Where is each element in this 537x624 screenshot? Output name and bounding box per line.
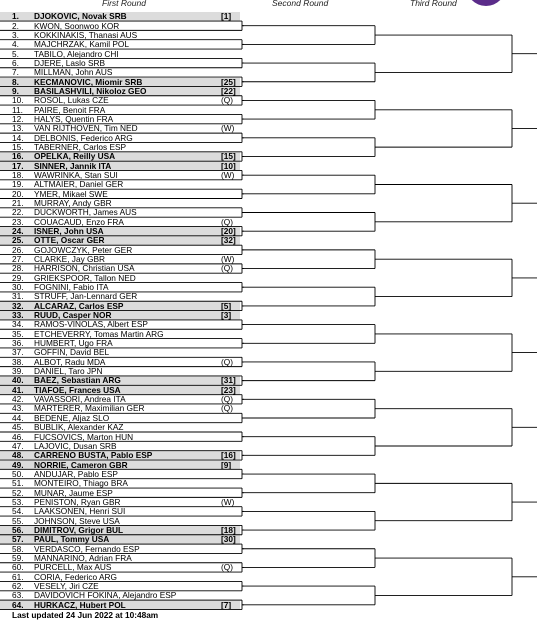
draw-position: 38. [12, 356, 24, 367]
player-seed: (Q) [221, 356, 233, 367]
player-name: ALBOT, Radu MDA [34, 356, 106, 367]
player-name: VAVASSORI, Andrea ITA [34, 394, 126, 405]
player-name: STRUFF, Jan-Lennard GER [34, 291, 138, 302]
draw-position: 59. [12, 552, 24, 563]
player-name: RUUD, Casper NOR [34, 310, 112, 321]
player-seed: (W) [221, 254, 235, 265]
draw-position: 15. [12, 141, 24, 152]
header-third-round: Third Round [410, 0, 457, 8]
player-seed: (Q) [221, 394, 233, 405]
draw-position: 10. [12, 95, 24, 106]
draw-position: 45. [12, 422, 24, 433]
player-seed: [31] [221, 375, 236, 386]
draw-position: 40. [12, 375, 24, 386]
draw-position: 39. [12, 366, 24, 377]
player-seed: [10] [221, 160, 236, 171]
draw-position: 33. [12, 310, 24, 321]
draw-position: 47. [12, 440, 24, 451]
draw-position: 16. [12, 151, 24, 162]
draw-position: 49. [12, 459, 24, 470]
player-name: CLARKE, Jay GBR [34, 254, 106, 265]
player-name: COUACAUD, Enzo FRA [34, 216, 124, 227]
player-name: TABERNER, Carlos ESP [34, 141, 127, 152]
draw-position: 55. [12, 515, 24, 526]
player-name: MANNARINO, Adrian FRA [34, 552, 132, 563]
player-seed: [9] [221, 459, 232, 470]
player-seed: [22] [221, 85, 236, 96]
draw-position: 27. [12, 254, 24, 265]
draw-position: 42. [12, 394, 24, 405]
player-name: CARRENO BUSTA, Pablo ESP [34, 450, 153, 461]
player-seed: (Q) [221, 263, 233, 274]
player-seed: [25] [221, 76, 236, 87]
player-seed: [5] [221, 300, 232, 311]
draw-position: 18. [12, 169, 24, 180]
draw-position: 43. [12, 403, 24, 414]
draw-position: 46. [12, 431, 24, 442]
player-name: RAMOS-VINOLAS, Albert ESP [34, 319, 148, 330]
draw-position: 26. [12, 244, 24, 255]
draw-position: 4. [12, 39, 19, 50]
last-updated: Last updated 24 Jun 2022 at 10:48am [12, 610, 159, 620]
draw-position: 64. [12, 599, 24, 610]
player-seed: (W) [221, 169, 235, 180]
draw-position: 32. [12, 300, 24, 311]
draw-position: 21. [12, 198, 24, 208]
player-name: ALTMAIER, Daniel GER [34, 179, 124, 190]
draw-position: 3. [12, 29, 19, 40]
player-name: DAVIDOVICH FOKINA, Alejandro ESP [34, 590, 177, 601]
player-name: JOHNSON, Steve USA [34, 515, 120, 526]
player-name: DELBONIS, Federico ARG [34, 132, 133, 143]
player-seed: [20] [221, 226, 236, 237]
player-name: MARTERER, Maximilian GER [34, 403, 145, 414]
player-name: MONTEIRO, Thiago BRA [34, 478, 128, 489]
player-seed: (W) [221, 496, 235, 507]
draw-position: 12. [12, 113, 24, 124]
player-name: DUCKWORTH, James AUS [34, 207, 137, 218]
player-name: DANIEL, Taro JPN [34, 366, 103, 377]
draw-position: 24. [12, 226, 24, 237]
player-name: FOGNINI, Fabio ITA [34, 282, 109, 293]
draw-position: 58. [12, 543, 24, 554]
player-name: NORRIE, Cameron GBR [34, 459, 128, 470]
player-name: MILLMAN, John AUS [34, 67, 113, 78]
player-seed: [32] [221, 235, 236, 246]
draw-position: 6. [12, 57, 19, 68]
player-name: ROSOL, Lukas CZE [34, 95, 109, 106]
player-name: GOJOWCZYK, Peter GER [34, 244, 133, 255]
player-name: KOKKINAKIS, Thanasi AUS [34, 29, 138, 40]
player-name: YMER, Mikael SWE [34, 188, 108, 199]
player-name: OTTE, Oscar GER [34, 235, 105, 246]
header-second-round: Second Round [272, 0, 329, 8]
player-name: BASILASHVILI, Nikoloz GEO [34, 85, 147, 96]
player-name: KECMANOVIC, Miomir SRB [34, 76, 143, 87]
player-name: DJERE, Laslo SRB [34, 57, 106, 68]
draw-position: 53. [12, 496, 24, 507]
draw-position: 41. [12, 384, 24, 395]
player-name: ALCARAZ, Carlos ESP [34, 300, 124, 311]
draw-position: 7. [12, 67, 19, 78]
player-name: GRIEKSPOOR, Tallon NED [34, 272, 136, 283]
draw-position: 63. [12, 590, 24, 601]
draw-position: 36. [12, 338, 24, 349]
draw-position: 17. [12, 160, 24, 171]
player-name: HALYS, Quentin FRA [34, 113, 114, 124]
player-seed: (Q) [221, 562, 233, 573]
draw-position: 2. [12, 20, 19, 31]
draw-position: 5. [12, 48, 19, 59]
player-name: ISNER, John USA [34, 226, 104, 237]
draw-position: 35. [12, 328, 24, 339]
player-name: OPELKA, Reilly USA [34, 151, 116, 162]
player-name: HUMBERT, Ugo FRA [34, 338, 113, 349]
player-name: PAUL, Tommy USA [34, 534, 110, 545]
player-name: DJOKOVIC, Novak SRB [34, 11, 127, 22]
player-name: SINNER, Jannik ITA [34, 160, 112, 171]
player-name: VAN RIJTHOVEN, Tim NED [34, 123, 138, 134]
draw-position: 19. [12, 179, 24, 190]
draw-position: 48. [12, 450, 24, 461]
player-name: BAEZ, Sebastian ARG [34, 375, 121, 386]
draw-position: 20. [12, 188, 24, 199]
player-seed: [15] [221, 151, 236, 162]
player-name: HARRISON, Christian USA [34, 263, 135, 274]
draw-position: 11. [12, 104, 23, 115]
player-seed: [3] [221, 310, 232, 321]
draw-position: 28. [12, 263, 24, 274]
draw-position: 50. [12, 468, 24, 479]
draw-position: 54. [12, 506, 24, 517]
draw-position: 34. [12, 319, 24, 330]
player-name: PENISTON, Ryan GBR [34, 496, 121, 507]
player-seed: (Q) [221, 95, 233, 106]
draw-position: 14. [12, 132, 24, 143]
player-name: FUCSOVICS, Marton HUN [34, 431, 134, 442]
player-name: CORIA, Federico ARG [34, 571, 117, 582]
draw-position: 56. [12, 524, 24, 535]
player-name: LAAKSONEN, Henri SUI [34, 506, 126, 517]
player-name: VERDASCO, Fernando ESP [34, 543, 140, 554]
player-name: WAWRINKA, Stan SUI [34, 169, 118, 180]
player-seed: [16] [221, 450, 236, 461]
player-name: PAIRE, Benoit FRA [34, 104, 106, 115]
draw-position: 22. [12, 207, 24, 218]
player-seed: [1] [221, 11, 232, 22]
draw-position: 9. [12, 85, 19, 96]
player-seed: (Q) [221, 403, 233, 414]
draw-position: 31. [12, 291, 24, 302]
player-name: ANDUJAR, Pablo ESP [34, 468, 118, 479]
player-name: KWON, Soonwoo KOR [34, 20, 120, 31]
player-name: VESELY, Jiri CZE [34, 580, 99, 591]
player-name: TIAFOE, Frances USA [34, 384, 121, 395]
player-name: DIMITROV, Grigor BUL [34, 524, 124, 535]
player-name: ETCHEVERRY, Tomas Martin ARG [34, 328, 164, 339]
draw-position: 51. [12, 478, 24, 489]
draw-position: 61. [12, 571, 24, 582]
player-name: MURRAY, Andy GBR [34, 198, 112, 208]
player-name: TABILO, Alejandro CHI [34, 48, 119, 59]
header-first-round: First Round [102, 0, 146, 8]
player-seed: [18] [221, 524, 236, 535]
draw-position: 13. [12, 123, 24, 134]
draw-position: 29. [12, 272, 24, 283]
draw-position: 60. [12, 562, 24, 573]
draw-position: 1. [12, 11, 19, 22]
player-seed: (W) [221, 123, 235, 134]
player-seed: (Q) [221, 216, 233, 227]
player-name: PURCELL, Max AUS [34, 562, 112, 573]
draw-position: 62. [12, 580, 24, 591]
draw-position: 30. [12, 282, 24, 293]
player-seed: [30] [221, 534, 236, 545]
draw-position: 52. [12, 487, 24, 498]
player-name: MAJCHRZAK, Kamil POL [34, 39, 129, 50]
draw-position: 37. [12, 347, 24, 358]
draw-position: 57. [12, 534, 24, 545]
player-seed: [23] [221, 384, 236, 395]
player-name: HURKACZ, Hubert POL [34, 599, 126, 610]
draw-position: 44. [12, 412, 24, 423]
player-name: BEDENE, Aljaz SLO [34, 412, 110, 423]
player-name: LAJOVIC, Dusan SRB [34, 440, 117, 451]
draw-position: 25. [12, 235, 24, 246]
draw-position: 8. [12, 76, 19, 87]
player-name: GOFFIN, David BEL [34, 347, 110, 358]
draw-position: 23. [12, 216, 24, 227]
player-name: MUNAR, Jaume ESP [34, 487, 113, 498]
player-name: BUBLIK, Alexander KAZ [34, 422, 124, 433]
player-seed: [7] [221, 599, 232, 610]
